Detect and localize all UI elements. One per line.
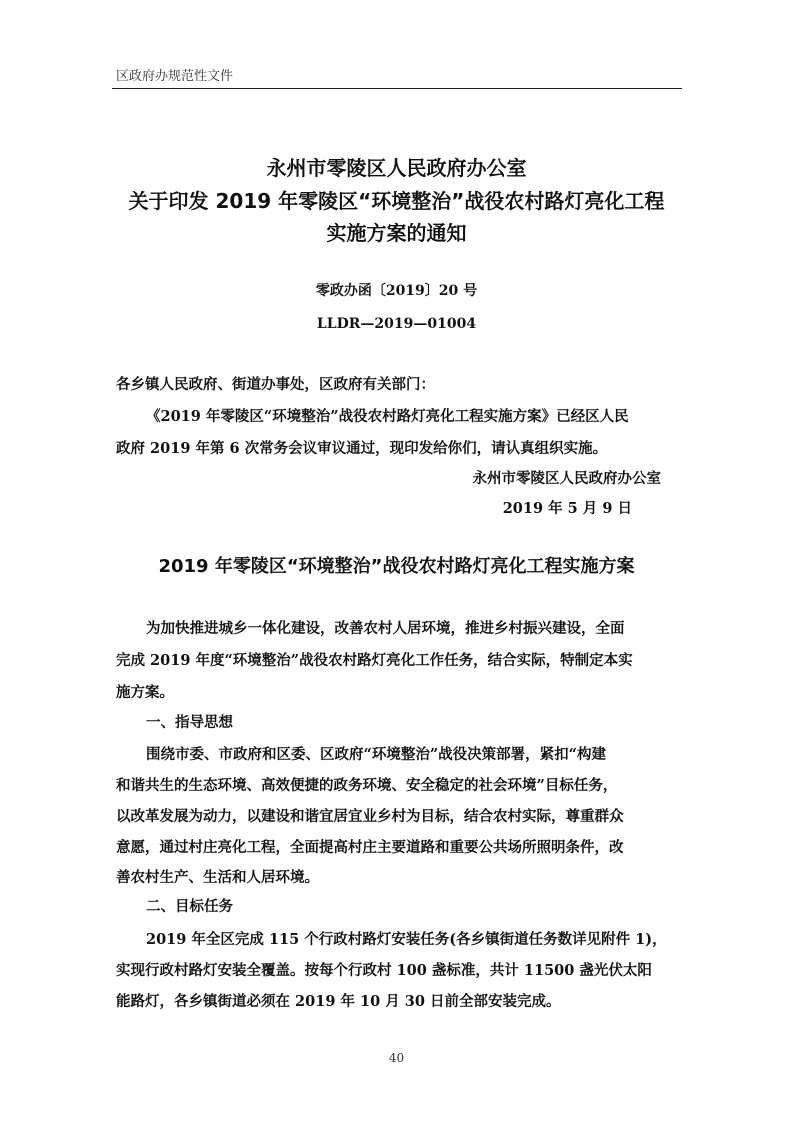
section1-line: 围绕市委、市政府和区委、区政府“环境整治”战役决策部署，紧扣“构建 — [146, 746, 607, 763]
document-code: LLDR—2019—01004 — [316, 316, 477, 332]
notice-body-line-2: 政府 2019 年第 6 次常务会议审议通过，现印发给你们，请认真组织实施。 — [116, 440, 608, 457]
section2-line: 能路灯，各乡镇街道必须在 2019 年 10 月 30 日前全部安装完成。 — [116, 993, 561, 1010]
page-header-label: 区政府办规范性文件 — [116, 69, 234, 84]
header-rule — [112, 88, 682, 89]
intro-line: 完成 2019 年度“环境整治”战役农村路灯亮化工作任务，结合实际，特制定本实 — [116, 652, 633, 669]
section2-line: 实现行政村路灯安装全覆盖。按每个行政村 100 盏标准，共计 11500 盏光伏太阳 — [116, 962, 652, 979]
section1-line: 和谐共生的生态环境、高效便捷的政务环境、安全稳定的社会环境”目标任务， — [116, 777, 618, 794]
section-heading-guiding-thought: 一、指导思想 — [146, 715, 233, 731]
document-title-line-3: 实施方案的通知 — [326, 221, 467, 245]
section1-line: 善农村生产、生活和人居环境。 — [116, 869, 319, 886]
notice-signature: 永州市零陵区人民政府办公室 — [472, 470, 661, 487]
intro-line: 为加快推进城乡一体化建设，改善农村人居环境，推进乡村振兴建设，全面 — [146, 620, 625, 637]
notice-addressee: 各乡镇人民政府、街道办事处，区政府有关部门： — [116, 376, 435, 393]
plan-title: 2019 年零陵区“环境整治”战役农村路灯亮化工程实施方案 — [158, 556, 635, 577]
notice-date: 2019 年 5 月 9 日 — [502, 500, 632, 517]
section-heading-target-tasks: 二、目标任务 — [146, 899, 233, 915]
document-title-line-1: 永州市零陵区人民政府办公室 — [266, 156, 527, 180]
document-number: 零政办函〔2019〕20 号 — [315, 283, 478, 299]
section2-line: 2019 年全区完成 115 个行政村路灯安装任务(各乡镇街道任务数详见附件 1)， — [146, 931, 667, 948]
section1-line: 以改革发展为动力，以建设和谐宜居宜业乡村为目标，结合农村实际，尊重群众 — [116, 808, 624, 825]
intro-line: 施方案。 — [116, 684, 174, 701]
section1-line: 意愿，通过村庄亮化工程，全面提高村庄主要道路和重要公共场所照明条件，改 — [116, 839, 624, 856]
page-number: 40 — [388, 1051, 405, 1065]
document-title-line-2: 关于印发 2019 年零陵区“环境整治”战役农村路灯亮化工程 — [128, 189, 665, 213]
notice-body-line-1: 《2019 年零陵区“环境整治”战役农村路灯亮化工程实施方案》已经区人民 — [146, 408, 629, 425]
